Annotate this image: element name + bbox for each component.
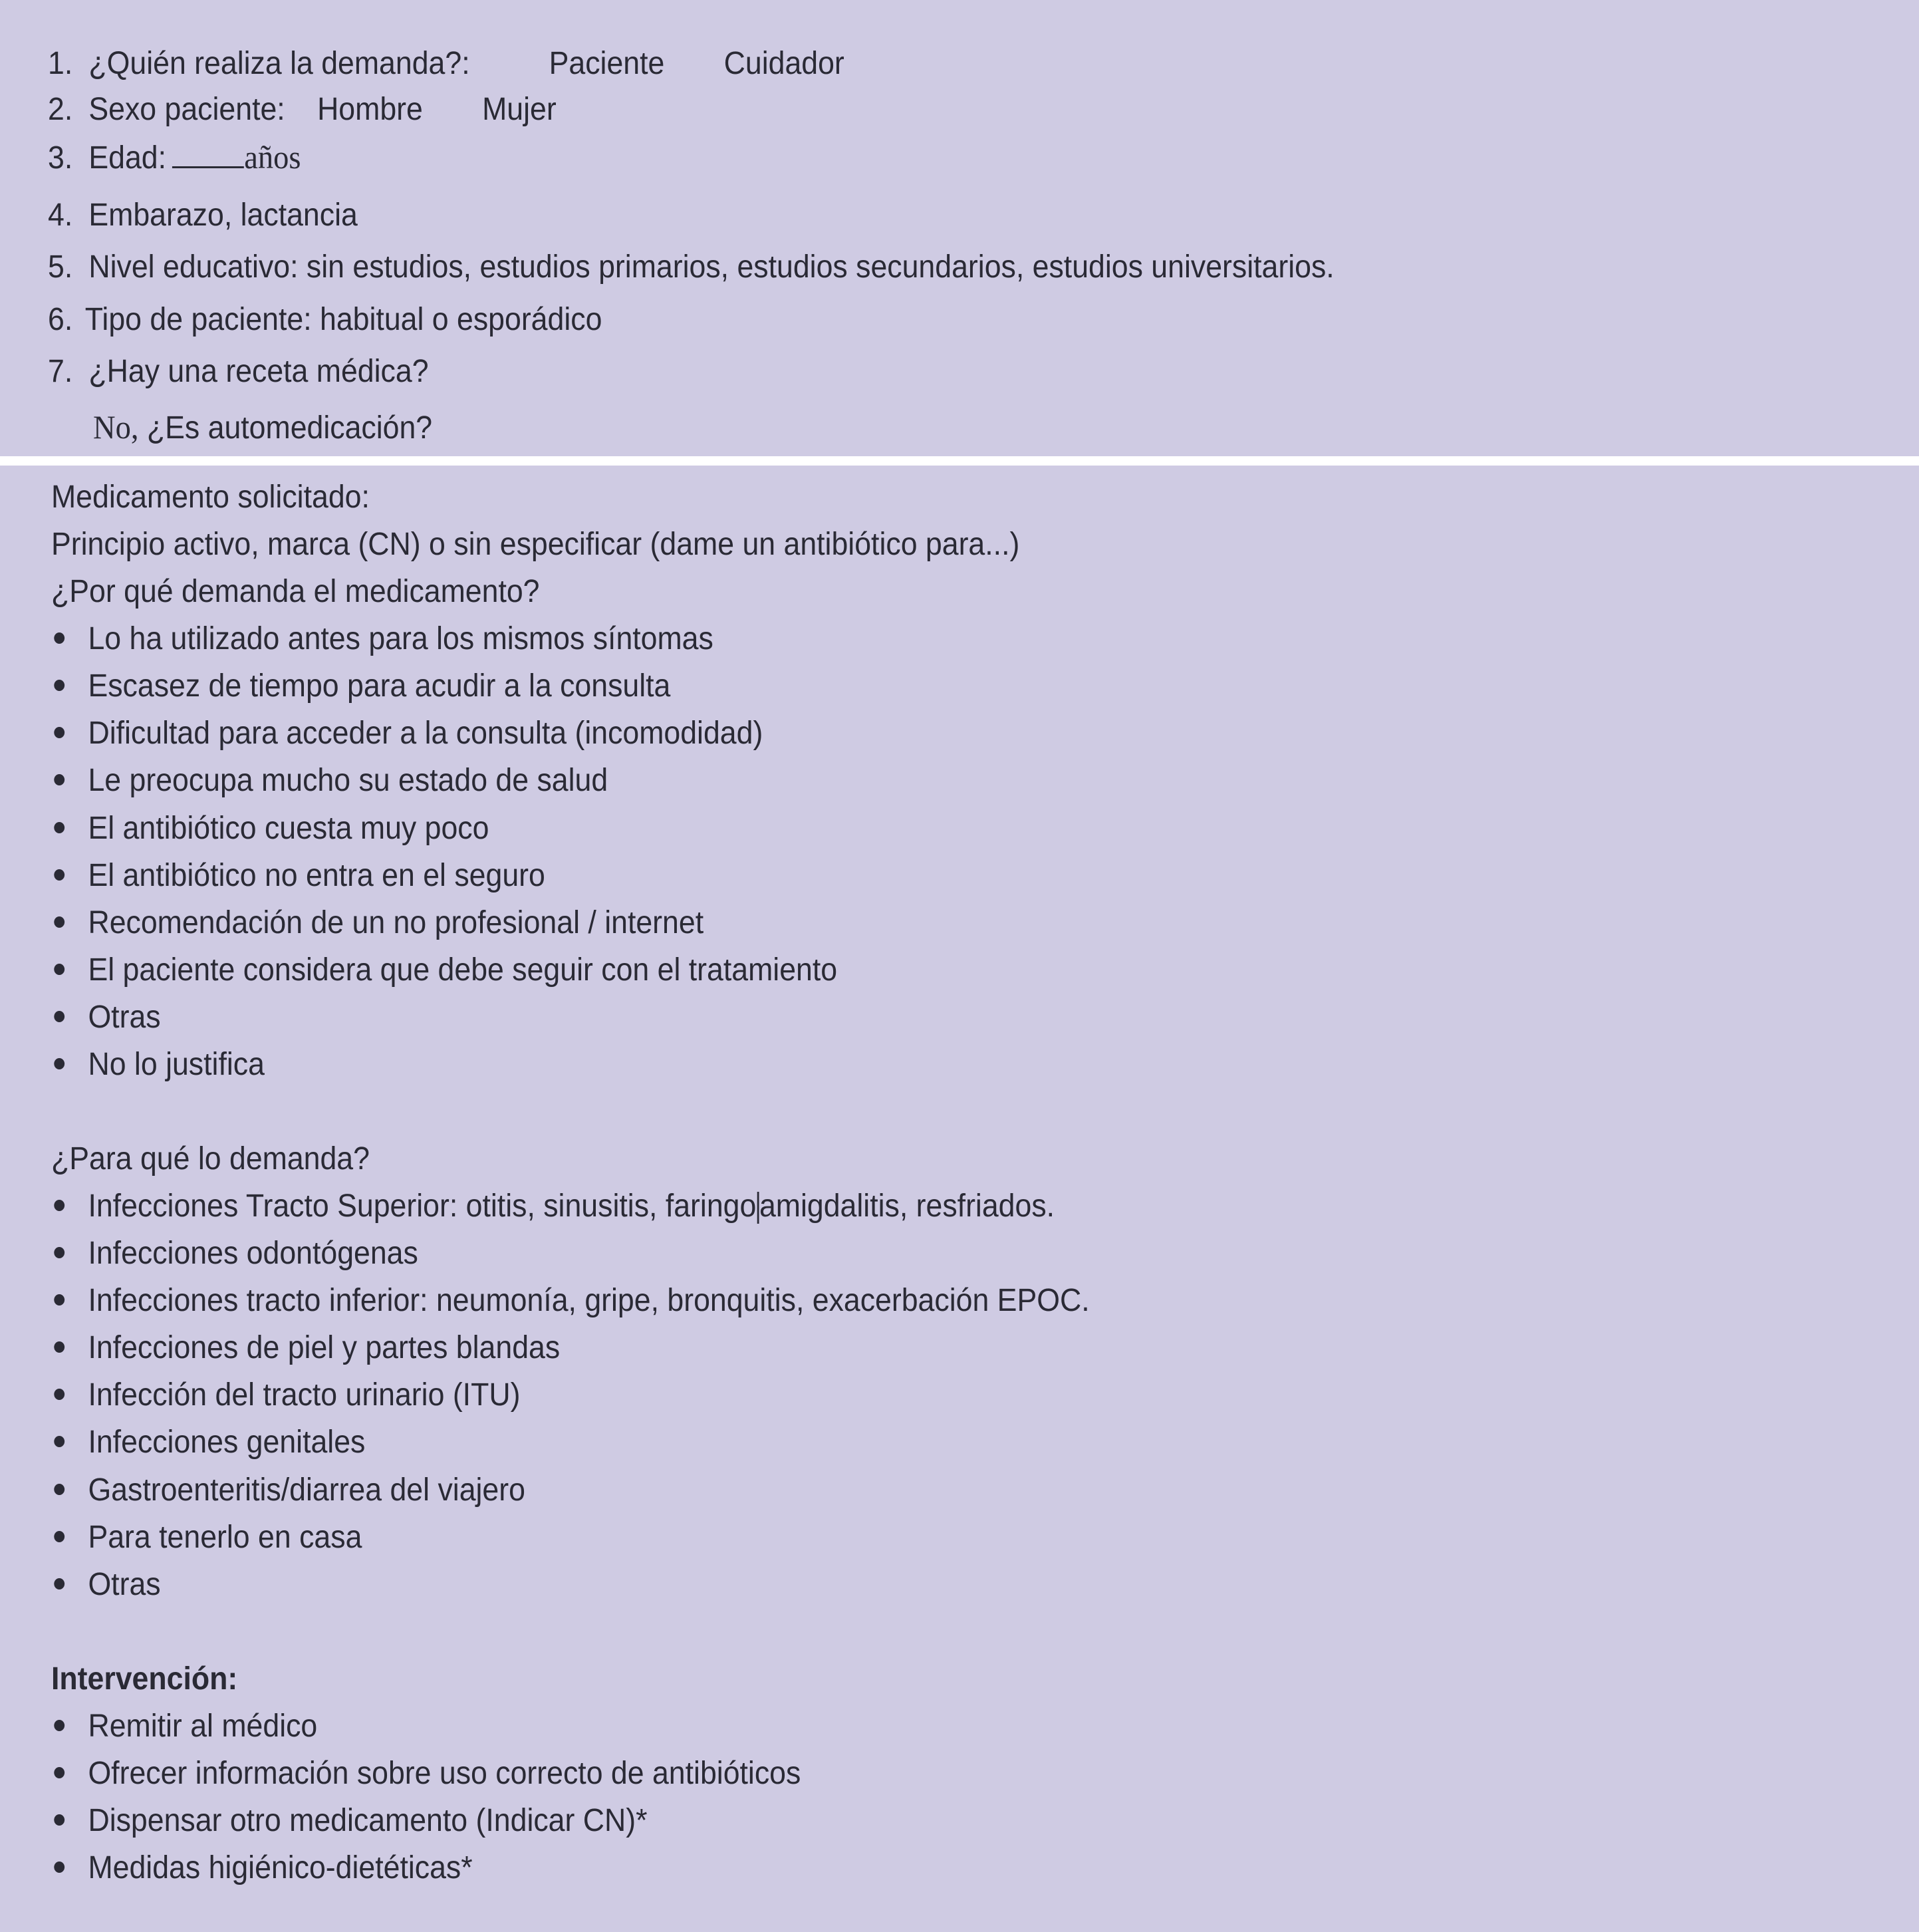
bullet-icon bbox=[54, 1767, 64, 1778]
bullet-icon bbox=[54, 1436, 64, 1447]
question-label[interactable]: Embarazo, lactancia bbox=[88, 198, 358, 233]
por-que-item[interactable]: Otras bbox=[48, 998, 161, 1037]
para-que-heading: ¿Para qué lo demanda? bbox=[51, 1141, 370, 1176]
bullet-icon bbox=[54, 964, 64, 975]
question-education bbox=[48, 247, 1335, 287]
bullet-icon bbox=[54, 680, 64, 691]
question-number: 3. bbox=[48, 140, 73, 176]
bullet-icon bbox=[54, 774, 64, 785]
para-que-item[interactable]: Infecciones tracto inferior: neumonía, gripe, bronquitis, exacerbación EPOC. bbox=[48, 1281, 1090, 1321]
por-que-item[interactable]: Escasez de tiempo para acudir a la consulta bbox=[48, 666, 670, 706]
bullet-icon bbox=[54, 1294, 64, 1306]
para-que-item[interactable]: Gastroenteritis/diarrea del viajero bbox=[48, 1470, 525, 1510]
bullet-icon bbox=[54, 1247, 64, 1258]
medication-request-panel bbox=[0, 466, 1919, 1932]
por-que-item[interactable]: Lo ha utilizado antes para los mismos síntomas bbox=[48, 619, 713, 659]
para-que-item[interactable]: Infecciones genitales bbox=[48, 1423, 365, 1462]
question-number: 4. bbox=[48, 198, 73, 233]
question-label[interactable]: Nivel educativo: sin estudios, estudios primarios, estudios secundarios, estudios universitarios. bbox=[88, 249, 1335, 285]
intervencion-item[interactable]: Dispensar otro medicamento (Indicar CN)* bbox=[48, 1801, 647, 1841]
question-label: ¿Quién realiza la demanda?: bbox=[88, 46, 470, 81]
bullet-icon bbox=[54, 1531, 64, 1542]
question-number: 2. bbox=[48, 92, 73, 127]
bullet-icon bbox=[54, 1578, 64, 1589]
option-paciente[interactable]: Paciente bbox=[549, 46, 665, 81]
bullet-icon bbox=[54, 1341, 64, 1353]
question-number: 6. bbox=[48, 302, 73, 337]
por-que-item[interactable]: El paciente considera que debe seguir con el tratamiento bbox=[48, 950, 837, 990]
para-que-item[interactable]: Infecciones odontógenas bbox=[48, 1234, 418, 1274]
option-hombre[interactable]: Hombre bbox=[317, 92, 423, 127]
age-suffix: años bbox=[244, 138, 301, 176]
por-que-item[interactable]: No lo justifica bbox=[48, 1045, 265, 1085]
question-number: 5. bbox=[48, 249, 73, 285]
principio-activo-line: Principio activo, marca (CN) o sin especificar (dame un antibiótico para...) bbox=[51, 527, 1020, 562]
question-number: 1. bbox=[48, 46, 73, 81]
para-que-item[interactable]: Otras bbox=[48, 1565, 161, 1605]
self-medication-label: ¿Es automedicación? bbox=[138, 410, 433, 446]
por-que-item[interactable]: Le preocupa mucho su estado de salud bbox=[48, 761, 608, 801]
para-que-item[interactable]: Infecciones de piel y partes blandas bbox=[48, 1328, 560, 1368]
para-que-item[interactable]: Infecciones Tracto Superior: otitis, sinusitis, faringoamigdalitis, resfriados. bbox=[48, 1186, 1055, 1226]
question-who-requests bbox=[48, 44, 844, 84]
intervencion-heading: Intervención: bbox=[51, 1661, 238, 1697]
question-prescription bbox=[48, 352, 429, 392]
question-label[interactable]: ¿Hay una receta médica? bbox=[88, 354, 429, 389]
bullet-icon bbox=[54, 1058, 64, 1069]
question-label: Sexo paciente: bbox=[88, 92, 285, 127]
bullet-icon bbox=[54, 1814, 64, 1826]
age-blank-field[interactable] bbox=[172, 164, 244, 168]
bullet-icon bbox=[54, 1011, 64, 1022]
para-que-item[interactable]: Infección del tracto urinario (ITU) bbox=[48, 1375, 520, 1415]
intervencion-item[interactable]: Ofrecer información sobre uso correcto de antibióticos bbox=[48, 1754, 801, 1794]
bullet-icon bbox=[54, 869, 64, 881]
medicamento-heading: Medicamento solicitado: bbox=[51, 480, 370, 515]
intervencion-item[interactable]: Medidas higiénico-dietéticas* bbox=[48, 1848, 473, 1888]
question-age bbox=[48, 137, 301, 177]
bullet-icon bbox=[54, 1484, 64, 1495]
bullet-icon bbox=[54, 916, 64, 928]
bullet-icon bbox=[54, 822, 64, 833]
por-que-item[interactable]: Recomendación de un no profesional / internet bbox=[48, 903, 704, 943]
bullet-icon bbox=[54, 1389, 64, 1400]
question-pregnancy bbox=[48, 196, 358, 235]
por-que-item[interactable]: Dificultad para acceder a la consulta (incomodidad) bbox=[48, 714, 763, 754]
question-sex bbox=[48, 90, 557, 130]
bullet-icon bbox=[54, 632, 64, 644]
intervencion-item[interactable]: Remitir al médico bbox=[48, 1707, 317, 1746]
por-que-item[interactable]: El antibiótico cuesta muy poco bbox=[48, 809, 489, 849]
por-que-item[interactable]: El antibiótico no entra en el seguro bbox=[48, 856, 545, 896]
question-label: Edad: bbox=[88, 140, 167, 176]
text-cursor bbox=[757, 1192, 759, 1224]
bullet-icon bbox=[54, 1720, 64, 1731]
question-patient-type bbox=[48, 300, 602, 340]
option-cuidador[interactable]: Cuidador bbox=[723, 46, 844, 81]
bullet-icon bbox=[54, 1200, 64, 1211]
self-medication-prefix: No, bbox=[93, 408, 139, 446]
option-mujer[interactable]: Mujer bbox=[482, 92, 557, 127]
bullet-icon bbox=[54, 727, 64, 738]
question-label[interactable]: Tipo de paciente: habitual o esporádico bbox=[84, 302, 602, 337]
question-self-medication[interactable] bbox=[93, 407, 432, 447]
patient-info-panel bbox=[0, 0, 1919, 456]
por-que-heading: ¿Por qué demanda el medicamento? bbox=[51, 574, 540, 609]
para-que-item[interactable]: Para tenerlo en casa bbox=[48, 1518, 362, 1558]
bullet-icon bbox=[54, 1862, 64, 1873]
question-number: 7. bbox=[48, 354, 73, 389]
